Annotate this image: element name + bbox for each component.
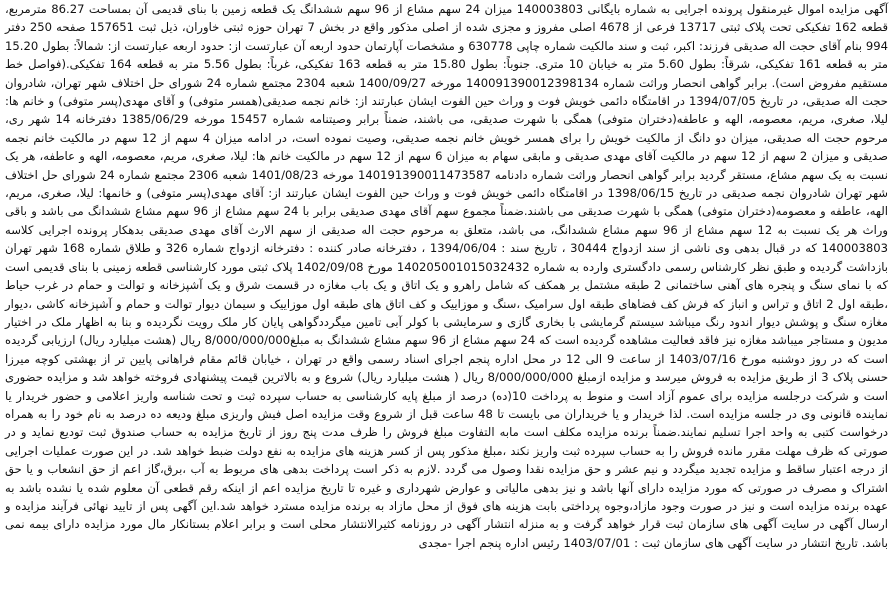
auction-notice-text: آگهی مزایده اموال غیرمنقول پرونده اجرایی به شماره بایگانی 140003803 میزان 24 سهم مشاع از 96 سهم ششدانگ یک قطعه زمین با بنای قدیمی آن بمساحت 86.27 مترمربع، قطعه 162 تفکیکی تحت پلاک ثبتی 13717 فرعی از 4678 اصلی مفروز و مجزی شده از اصلی مذکور واقع در بخش 7 تهران حوزه ثبتی خاوران، ذیل ثبت 157651 صفحه 250 دفتر 994 بنام آقای حجت اله صدیقی فرزند: اکبر، ثبت و سند مالکیت شماره چاپی 630778 و مشخصات آپارتمان حدود اربعه آن عبارتست از: حدود اربعه عبارتست از: شمالاً: بطول 15.20 متر به قطعه 161 تفکیکی، شرقاً: بطول 5.60 متر به خیابان 10 متری. جنوباً: بطول 15.80 متر به قطعه 163 تفکیکی، غرباً: بطول 5.56 متر به قطعه 164 تفکیکی.(فواصل خط مستقیم مفروض است). برابر گواهی انحصار وراثت شماره 140091390012398134 مورخه 1400/09/27 شعبه 2304 مجتمع شماره 24 شورای حل اختلاف شهر تهران، شادروان حجت اله صدیقی، در تاریخ 1394/07/05 در اقامتگاه دائمی خویش فوت و وراث حین الفوت ایشان عبارتند از: خانم نجمه صدیقی(همسر متوفی) و آقای مهدی(پسر متوفی) و خانم ها: لیلا، صغری، مریم، معصومه، الهه و عاطفه(دختران متوفی) همگی با شهرت صدیقی، می باشند، ضمناً برابر وصیتنامه شماره 15457 مورخه 1385/06/29 دفترخانه 14 شهر ری، مرحوم حجت اله صدیقی، میزان دو دانگ از مالکیت خویش را برای همسر خویش خانم نجمه صدیقی، وصیت نموده است، در ادامه میزان 4 سهم از 12 سهم در مالکیت خانم نجمه صدیقی و میزان 2 سهم از 12 سهم در مالکیت آقای مهدی صدیقی و مابقی سهام به میزان 6 سهم از 12 سهم در مالکیت خانم ها: لیلا، صغری، مریم، معصومه، الهه و عاطفه، هر یک نسبت به یک سهم مشاع، مستقر گردید برابر گواهی انحصار وراثت شماره دادنامه 140191390011473587 مورخه 1401/08/23 شعبه 2306 مجتمع شماره 24 شورای حل اختلاف شهر تهران شادروان نجمه صدیقی در تاریخ 1398/06/15 در اقامتگاه دائمی خویش فوت و وراث حین الفوت ایشان عبارتند از: آقای مهدی(پسر متوفی) و خانمها: لیلا، صغری، مریم، الهه، عاطفه و معصومه(دختران متوفی) همگی با شهرت صدیقی می باشند.ضمناً مجموع سهم آقای مهدی صدیقی برابر با 24 سهم مشاع از 96 سهم مشاع ششدانگ می باشد و باقی وراث هر یک نسبت به 12 سهم مشاع از 96 سهم مشاع ششدانگ، می باشد، متعلق به مرحوم حجت اله صدیقی از سهم الارث آقای مهدی صدیقی بدهکار پرونده اجرایی کلاسه 140003803 که در قبال بدهی وی ناشی از سند ازدواج 30444 ، تاریخ سند : 1394/06/04 ، دفترخانه صادر کننده : دفترخانه ازدواج شماره 326 و طلاق شماره 168 شهر تهران بازداشت گردیده و طبق نظر کارشناس رسمی دادگستری وارده به شماره 140205001015032432 مورخ 1402/09/08 پلاک ثبتی مورد کارشناسی قطعه زمینی با بنای قدیمی است که با نمای سنگ و پنجره های آهنی ساختمانی 2 طبقه مشتمل بر همکف که شامل راهرو و یک اتاق و یک باب مغازه در قسمت شرق و یک آشپزخانه و توالت و حمام در غرب حیاط ،طبقه اول 2 اتاق و تراس و انباز که فرش کف فضاهای طبقه اول سرامیک ،سنگ و موزاییک و کف اتاق های طبقه اول موزاییک و سیمان دیوار توالت و حمام و آشپزخانه کاشی ،دیوار مغازه سنگ و پوشش دیوار اندود رنگ میباشد سیستم گرمایشی با بخاری گازی و سرمایشی با کولر آبی تامین میگرددگواهی پایان کار ملک رویت نگردیده و بنا به اظهار ملک در اختیار مدیون و مستاجر میباشد مغازه نیز فاقد فعالیت مشاهده گردیده است که 24 سهم مشاع از 96 سهم مشاع ششدانگ به مبلغ8/000/000/000 ریال (هشت میلیارد ریال) ارزیابی گردیده است که در روز دوشنبه مورخ 1403/07/16 از ساعت 9 الی 12 در محل اداره پنجم اجرای اسناد رسمی واقع در تهران ، خیابان قائم مقام فراهانی پایین تر از بهشتی کوچه میرزا حسنی پلاک 3 از طریق مزایده به فروش میرسد و مزایده ازمبلغ 8/000/000/000 ریال ( هشت میلیارد ریال) شروع و به بالاترین قیمت پیشنهادی فروخته خواهد شد و مزایده حضوری است و شرکت درجلسه مزایده برای عموم آزاد است و منوط به پرداخت 10(ده) درصد از مبلغ پایه کارشناسی به حساب سپرده ثبت و تحت شناسه واریز اعلامی و حضور خریدار یا نماینده قانونی وی در جلسه مزایده است. لذا خریدار و یا خریداران می بایست تا 48 ساعت قبل از شروع وقت مزایده اصل فیش واریزی مبلغ ودیعه ده درصد به نام خود را به همراه درخواست کتبی به واحد اجرا تسلیم نمایند.ضمناً برنده مزایده مکلف است مابه التفاوت مبلغ فروش را ظرف مدت پنج روز از تاریخ مزایده به حساب صندوق ثبت تودیع نماید و در صورتی که ظرف مهلت مقرر مانده فروش را به حساب سپرده ثبت واریز نکند ،مبلغ مذکور پس از کسر هزینه های مزایده به نفع دولت ضبط خواهد شد. در این صورت عملیات اجرایی از درجه اعتبار ساقط و مزایده تجدید میگردد و نیم عشر و حق مزایده نقدا وصول می گردد .لازم به ذکر است پرداخت بدهی های مربوط به آب ،برق،گاز اعم از حق انشعاب و یا حق اشتراک و مصرف در صورتی که مورد مزایده دارای آنها باشد و نیز بدهی مالیاتی و عوارض شهرداری و غیره تا تاریخ مزایده اعم از اینکه رقم قطعی آن معلوم شده یا نشده باشد به عهده برنده مزایده است و نیز در صورت وجود مازاد،وجوه پرداختی بابت هزینه های فوق از محل مازاد به برنده مزایده مسترد خواهد شد.این آگهی پس از تایید نهائی فرآیند مزایده و ارسال آگهی در سایت آگهی های سازمان ثبت قرار خواهد گرفت و به منزله انتشار آگهی در روزنامه کثیرالانتشار محلی است و برابر اعلام بستانکار مال مورد مزایده دارای بیمه نمی باشد. تاریخ انتشار در سایت آگهی های سازمان ثبت : 1403/07/01 رئیس اداره پنجم اجرا -مجدی (5, 2, 889, 550)
